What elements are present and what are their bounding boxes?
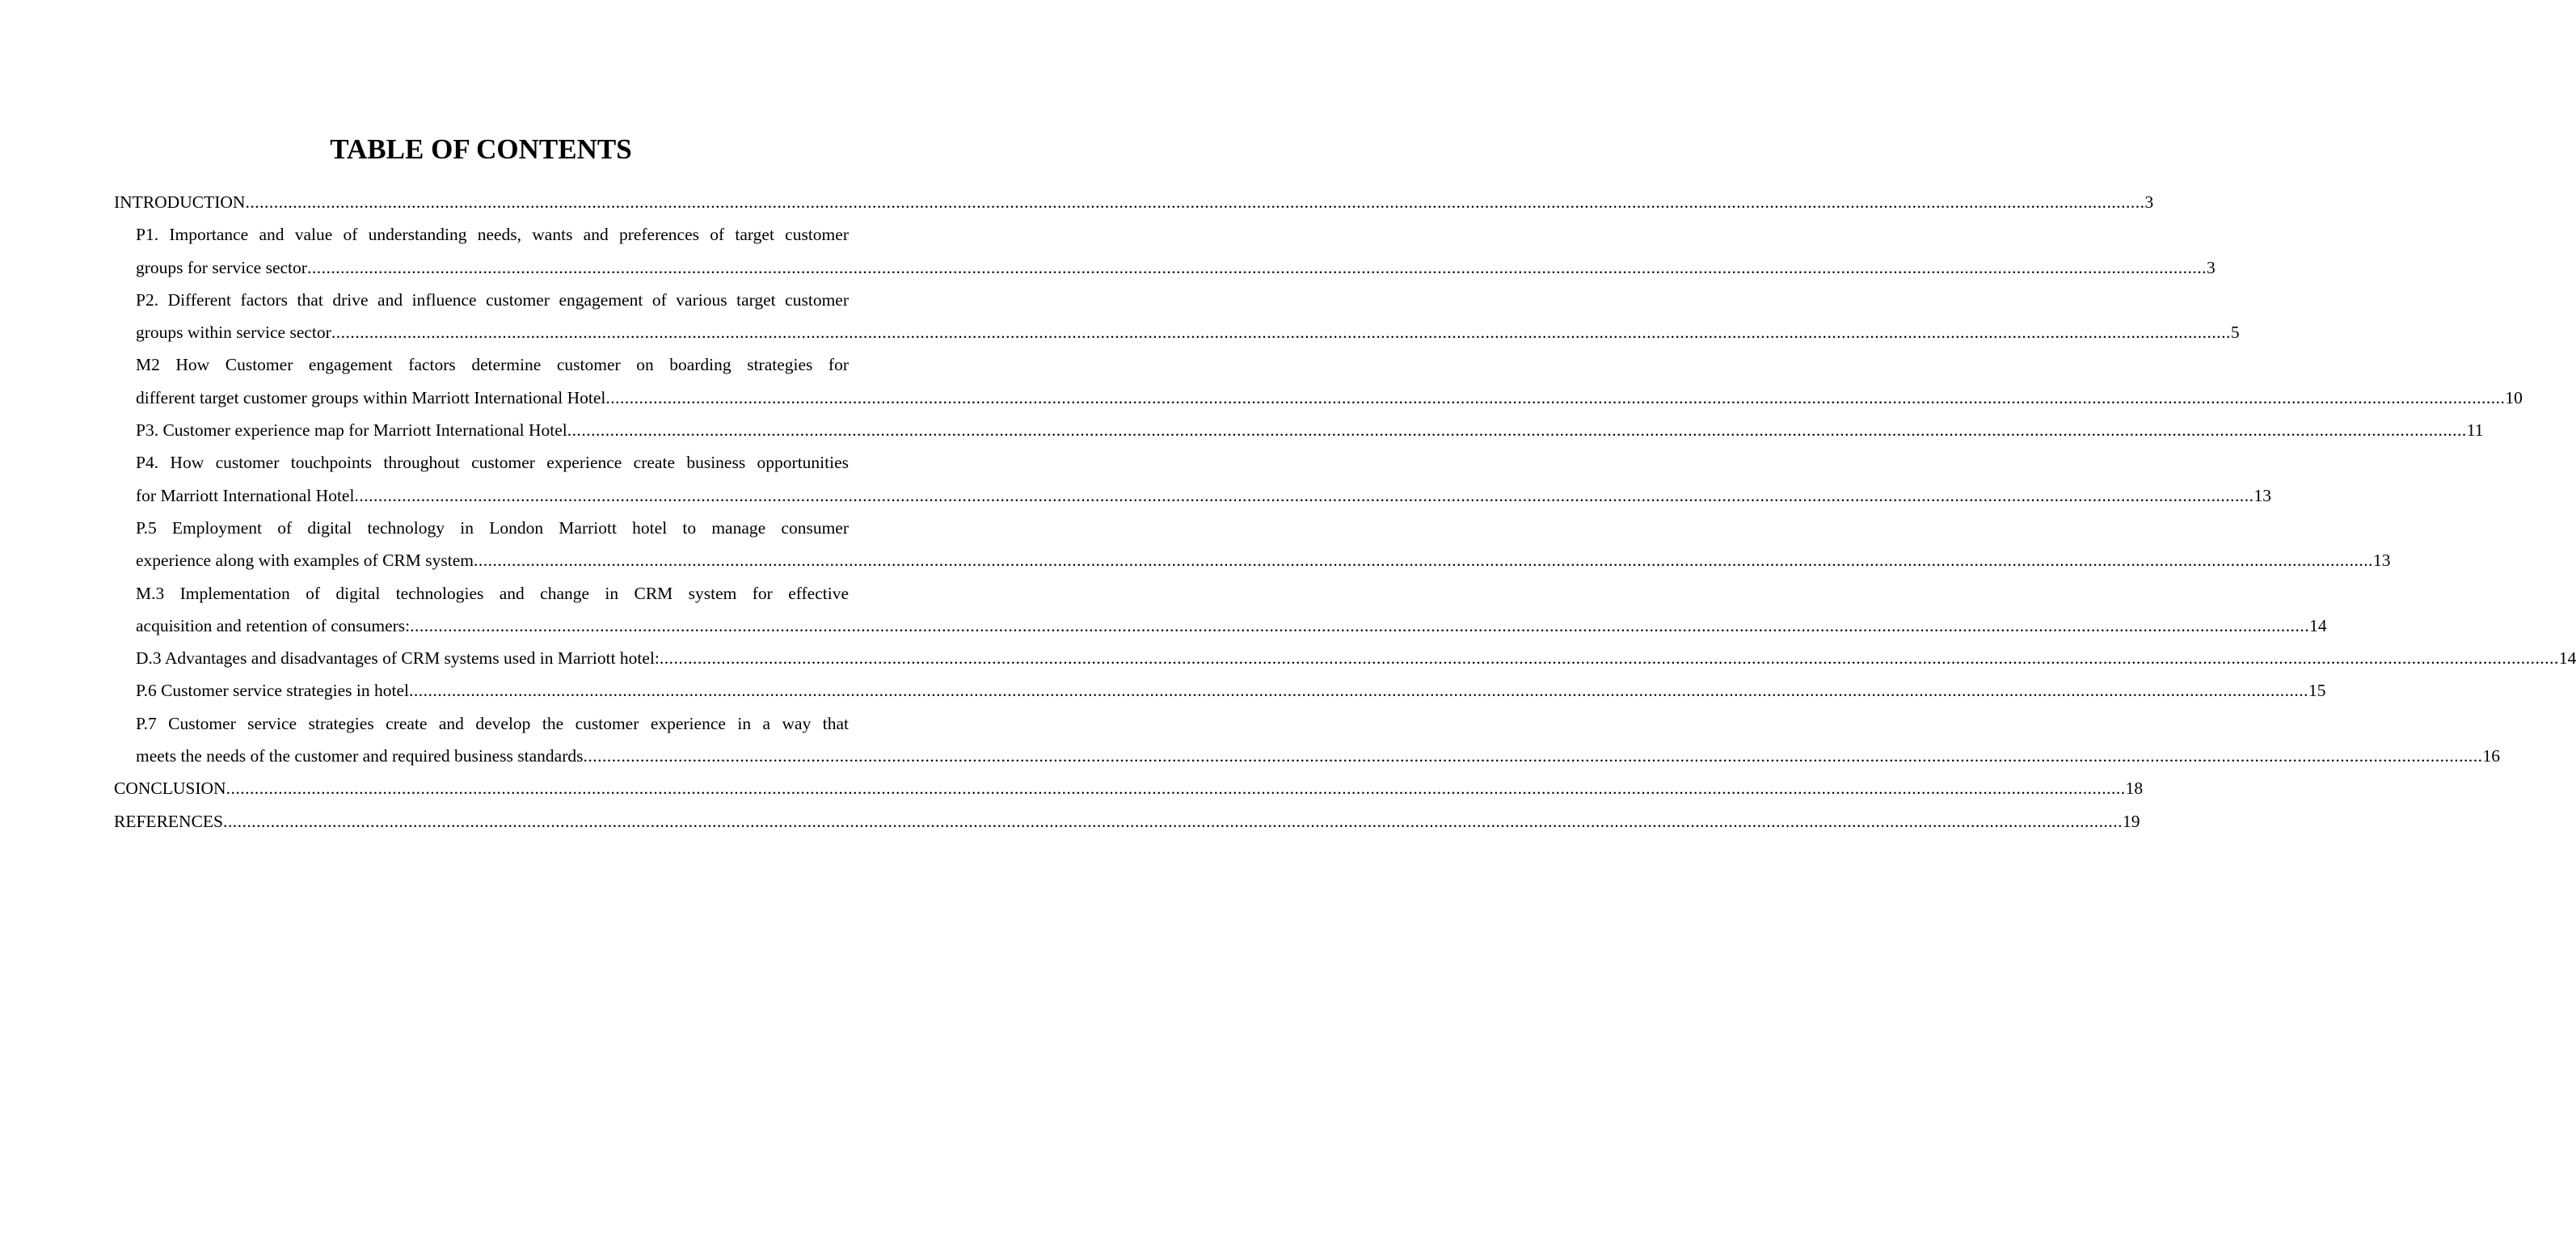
toc-entry-text: P1. Importance and value of understanding needs, wants and preferences of target customer [136,225,849,245]
toc-entry-text: P.7 Customer service strategies create and develop the customer experience in a way that [136,713,849,733]
toc-leader-dots: ................................................................................................................................................................................................................................................................................................................................................................................................................ [473,551,2373,571]
toc-entry-text: P4. How customer touchpoints throughout customer experience create business opportunities [136,453,849,473]
toc-title: TABLE OF CONTENTS [330,133,632,165]
toc-entry-text: M.3 Implementation of digital technologies and change in CRM system for effective [136,583,849,603]
toc-page-number: 13 [2253,485,2271,505]
toc-page-number: 13 [2372,551,2391,571]
toc-entry-text: M2 How Customer engagement factors determine customer on boarding strategies for [136,355,849,375]
toc-entry-introduction[interactable] [114,186,2154,218]
toc-entry-conclusion[interactable] [114,772,2144,804]
toc-page-number: 5 [2230,323,2240,343]
toc-entry-text: for Marriott International Hotel [136,485,355,505]
toc-leader-dots: ................................................................................................................................................................................................................................................................................................................................................................................................................ [306,257,2207,277]
toc-entry-p6[interactable] [136,674,2326,707]
toc-entry-p5[interactable] [136,512,2391,577]
toc-entry-p2[interactable] [136,284,2240,349]
toc-entry-text: experience along with examples of CRM system [136,551,474,571]
toc-page-number: 3 [2144,192,2154,212]
toc-leader-dots: ................................................................................................................................................................................................................................................................................................................................................................................................................ [331,323,2231,343]
toc-entry-text: acquisition and retention of consumers: [136,615,411,635]
toc-page-number: 14 [2558,648,2576,669]
toc-entry-p1[interactable] [136,218,2216,284]
toc-entry-text: REFERENCES [114,811,223,831]
toc-leader-dots: ................................................................................................................................................................................................................................................................................................................................................................................................................ [223,811,2123,831]
toc-leader-dots: ................................................................................................................................................................................................................................................................................................................................................................................................................ [583,746,2483,766]
toc-leader-dots: ................................................................................................................................................................................................................................................................................................................................................................................................................ [408,681,2308,701]
toc-leader-dots: ................................................................................................................................................................................................................................................................................................................................................................................................................ [605,387,2506,407]
toc-entry-text: P.6 Customer service strategies in hotel [136,681,409,701]
toc-entry-p3[interactable] [136,414,2484,446]
toc-entry-text: P.5 Employment of digital technology in London Marriott hotel to manage consumer [136,517,849,538]
toc-page-number: 16 [2482,746,2500,766]
toc-entry-d3[interactable] [136,642,2576,674]
toc-page-number: 15 [2308,681,2326,701]
toc-page-number: 10 [2505,387,2523,407]
toc-entry-p4[interactable] [136,446,2271,512]
toc-entry-text: groups for service sector [136,257,307,277]
toc-entry-text: P2. Different factors that drive and influence customer engagement of various target customer [136,289,849,310]
toc-entry-text: different target customer groups within Marriott International Hotel [136,387,606,407]
toc-entry-references[interactable] [114,805,2140,838]
toc-page-number: 11 [2466,420,2484,441]
toc-page-number: 19 [2123,811,2140,831]
toc-entry-p7[interactable] [136,707,2500,773]
toc-page-number: 3 [2206,257,2216,277]
toc-entry-text: meets the needs of the customer and required business standards [136,746,584,766]
toc-entry-m3[interactable] [136,577,2327,643]
toc-page-number: 18 [2125,779,2144,799]
toc-leader-dots: ................................................................................................................................................................................................................................................................................................................................................................................................................ [354,485,2254,505]
toc-entry-m2[interactable] [136,348,2523,414]
toc-entry-text: groups within service sector [136,323,331,343]
toc-leader-dots: ................................................................................................................................................................................................................................................................................................................................................................................................................ [567,420,2467,441]
toc-entry-text: P3. Customer experience map for Marriott International Hotel [136,420,567,441]
toc-entry-text: INTRODUCTION [114,192,246,212]
toc-entry-text: D.3 Advantages and disadvantages of CRM systems used in Marriott hotel: [136,648,660,669]
toc-list [114,186,2576,838]
toc-page-number: 14 [2309,615,2327,635]
toc-leader-dots: ................................................................................................................................................................................................................................................................................................................................................................................................................ [659,648,2559,669]
toc-entry-text: CONCLUSION [114,779,226,799]
toc-leader-dots: ................................................................................................................................................................................................................................................................................................................................................................................................................ [410,615,2310,635]
toc-leader-dots: ................................................................................................................................................................................................................................................................................................................................................................................................................ [245,192,2145,212]
toc-leader-dots: ................................................................................................................................................................................................................................................................................................................................................................................................................ [226,779,2126,799]
